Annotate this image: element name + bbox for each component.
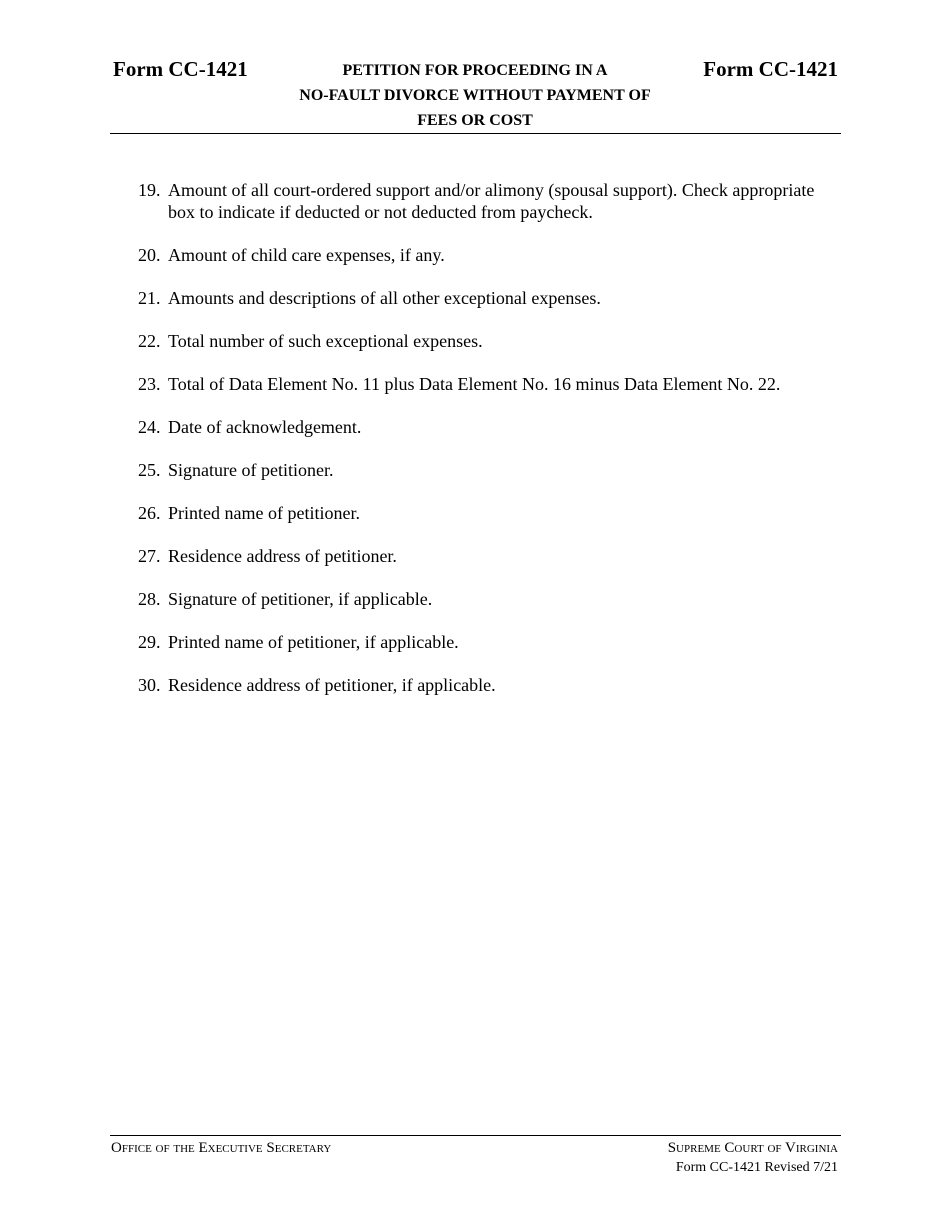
item-text: Amount of child care expenses, if any.: [168, 245, 445, 265]
item-text: Total number of such exceptional expenses.: [168, 331, 483, 351]
list-item: [138, 674, 843, 696]
list-item: [138, 459, 843, 481]
list-item: [138, 631, 843, 653]
title-line: FEES OR COST: [417, 112, 533, 129]
form-number-right: Form CC-1421: [703, 57, 838, 81]
item-text: Signature of petitioner, if applicable.: [168, 589, 433, 609]
list-item: [138, 330, 843, 352]
title-line: NO-FAULT DIVORCE WITHOUT PAYMENT OF: [299, 87, 651, 104]
item-number: 25.: [138, 460, 161, 480]
item-number: 28.: [138, 589, 161, 609]
item-text: Signature of petitioner.: [168, 460, 334, 480]
item-text: Total of Data Element No. 11 plus Data Element No. 16 minus Data Element No. 22.: [168, 374, 781, 394]
item-text: Residence address of petitioner.: [168, 546, 397, 566]
item-number: 23.: [138, 374, 161, 394]
item-text: Amounts and descriptions of all other exceptional expenses.: [168, 288, 601, 308]
item-number: 21.: [138, 288, 161, 308]
page-footer: [110, 1135, 841, 1175]
list-item: [138, 502, 843, 524]
data-element-list: [138, 179, 843, 717]
office-label: Office of the Executive Secretary: [111, 1140, 332, 1156]
item-text: Residence address of petitioner, if applicable.: [168, 675, 496, 695]
item-text: Date of acknowledgement.: [168, 417, 362, 437]
list-item: [138, 588, 843, 610]
item-number: 29.: [138, 632, 161, 652]
item-text: Printed name of petitioner.: [168, 503, 360, 523]
item-text: Amount of all court-ordered support and/or alimony (spousal support). Check appropriate box to indicate if deducted or not deducted from paycheck.: [168, 180, 815, 222]
item-text: Printed name of petitioner, if applicable.: [168, 632, 459, 652]
item-number: 19.: [138, 180, 161, 200]
list-item: [138, 179, 843, 223]
list-item: [138, 373, 843, 395]
footer-right-block: [668, 1139, 838, 1177]
form-number-left: Form CC-1421: [113, 57, 248, 81]
item-number: 27.: [138, 546, 161, 566]
item-number: 30.: [138, 675, 161, 695]
item-number: 24.: [138, 417, 161, 437]
list-item: [138, 545, 843, 567]
item-number: 26.: [138, 503, 161, 523]
revision-label: Form CC-1421 Revised 7/21: [675, 1160, 838, 1175]
item-number: 20.: [138, 245, 161, 265]
item-number: 22.: [138, 331, 161, 351]
list-item: [138, 287, 843, 309]
title-line: PETITION FOR PROCEEDING IN A: [342, 62, 608, 79]
page-header: [110, 0, 841, 134]
page-title: [270, 58, 680, 133]
court-label: Supreme Court of Virginia: [667, 1140, 838, 1156]
list-item: [138, 416, 843, 438]
list-item: [138, 244, 843, 266]
